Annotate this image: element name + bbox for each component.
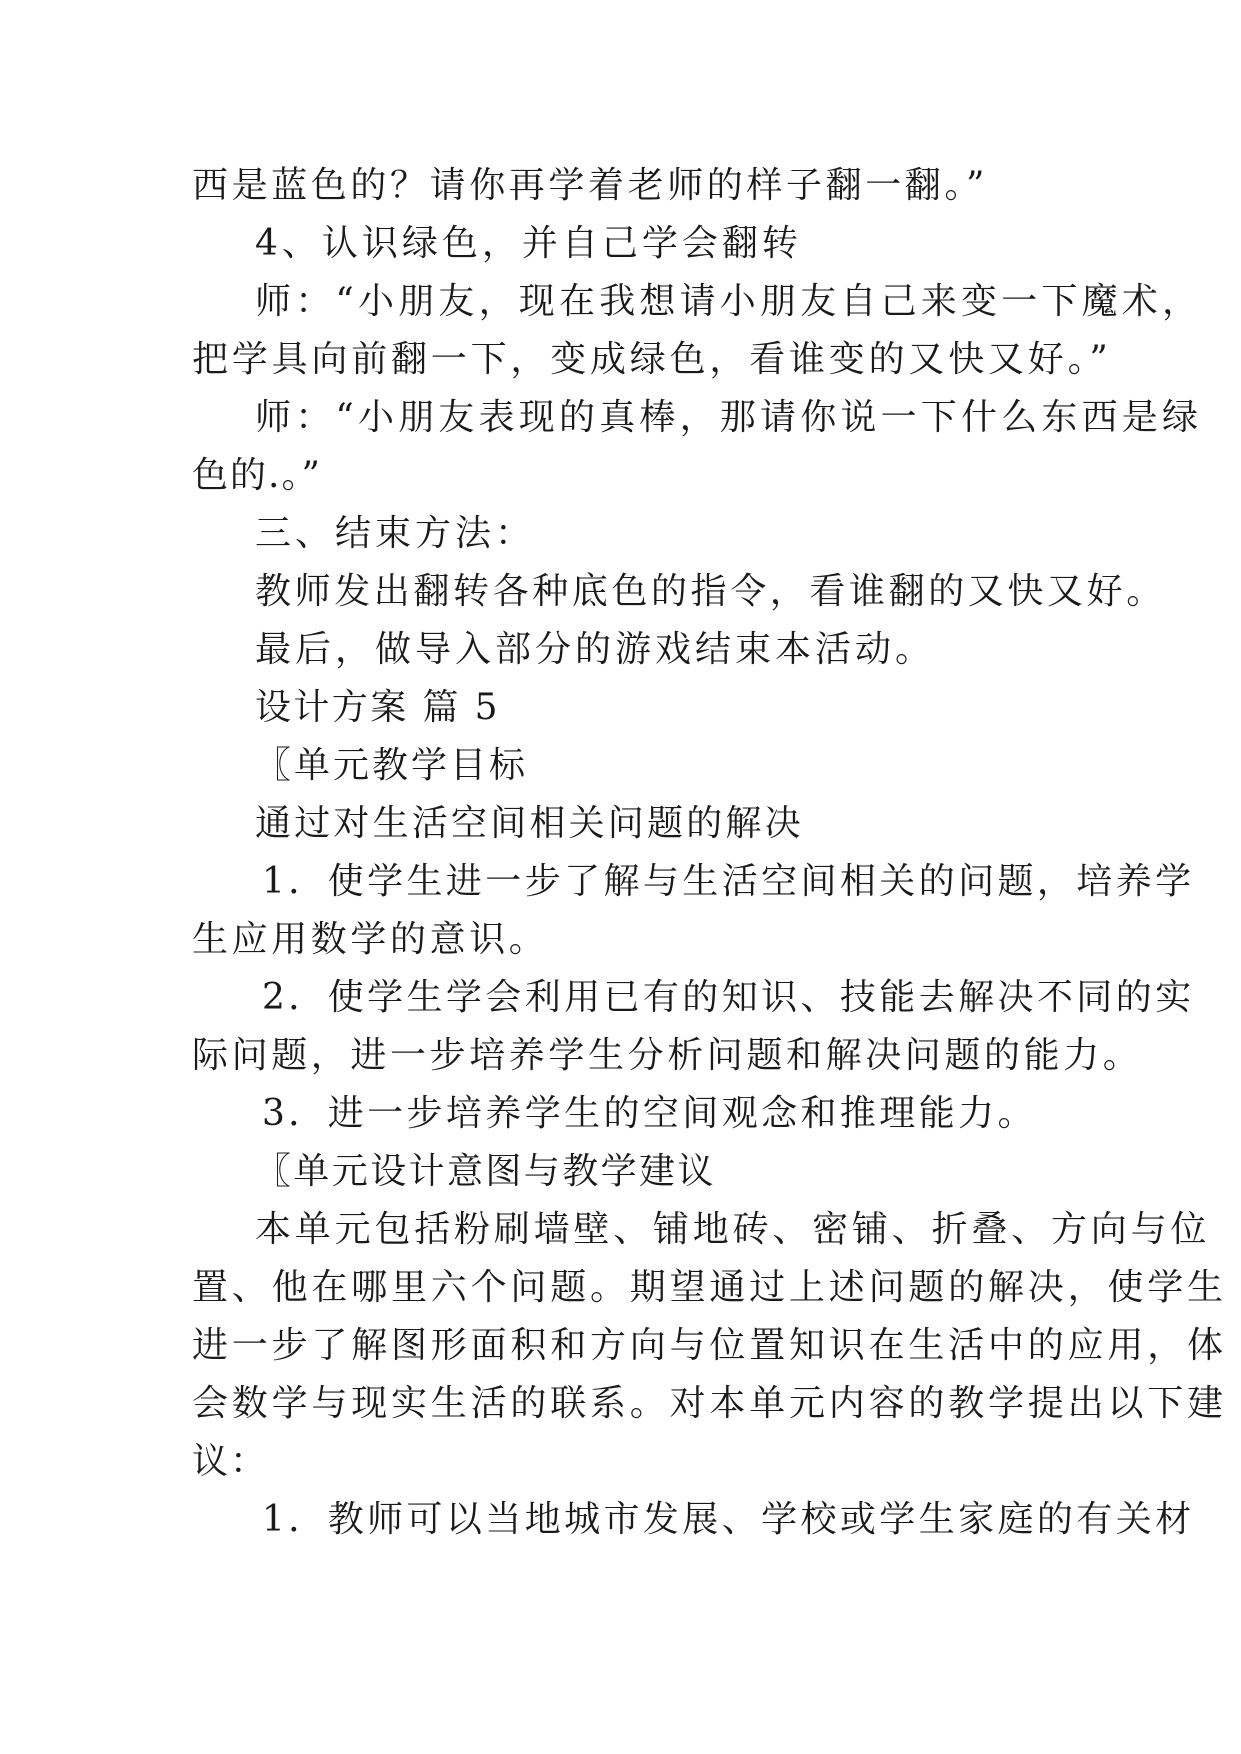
- text-line: 把学具向前翻一下，变成绿色，看谁变的又快又好。”: [192, 339, 1112, 380]
- section-heading: 〖单元设计意图与教学建议: [255, 1151, 716, 1192]
- text-line: 色的.。”: [192, 455, 322, 496]
- text-line: 置、他在哪里六个问题。期望通过上述问题的解决，使学生: [192, 1267, 1227, 1308]
- text-line: 教师发出翻转各种底色的指令，看谁翻的又快又好。: [255, 571, 1166, 612]
- text-line: 本单元包括粉刷墙壁、铺地砖、密铺、折叠、方向与位: [255, 1209, 1211, 1250]
- text-line: 生应用数学的意识。: [192, 919, 549, 960]
- text-line: 议：: [192, 1441, 269, 1482]
- list-item: 2．使学生学会利用已有的知识、技能去解决不同的实: [262, 977, 1195, 1018]
- section-heading: 〖单元教学目标: [255, 745, 529, 786]
- list-item: 3．进一步培养学生的空间观念和推理能力。: [262, 1093, 1037, 1134]
- text-line: 最后，做导入部分的游戏结束本活动。: [255, 629, 936, 670]
- text-line: 通过对生活空间相关问题的解决: [255, 803, 804, 844]
- section-heading: 设计方案 篇 5: [255, 687, 500, 728]
- text-line: 进一步了解图形面积和方向与位置知识在生活中的应用，体: [192, 1325, 1227, 1366]
- list-item: 1．教师可以当地城市发展、学校或学生家庭的有关材: [262, 1499, 1195, 1540]
- text-line: 西是蓝色的？请你再学着老师的样子翻一翻。”: [192, 165, 989, 206]
- text-line: 4、认识绿色，并自己学会翻转: [255, 223, 802, 264]
- list-item: 1．使学生进一步了解与生活空间相关的问题，培养学: [262, 861, 1195, 902]
- text-line: 际问题，进一步培养学生分析问题和解决问题的能力。: [192, 1035, 1143, 1076]
- text-line: 师：“小朋友表现的真棒，那请你说一下什么东西是绿: [255, 397, 1203, 438]
- text-line: 师：“小朋友，现在我想请小朋友自己来变一下魔术，: [255, 281, 1203, 322]
- section-heading: 三、结束方法：: [255, 513, 536, 554]
- text-line: 会数学与现实生活的联系。对本单元内容的教学提出以下建: [192, 1383, 1227, 1424]
